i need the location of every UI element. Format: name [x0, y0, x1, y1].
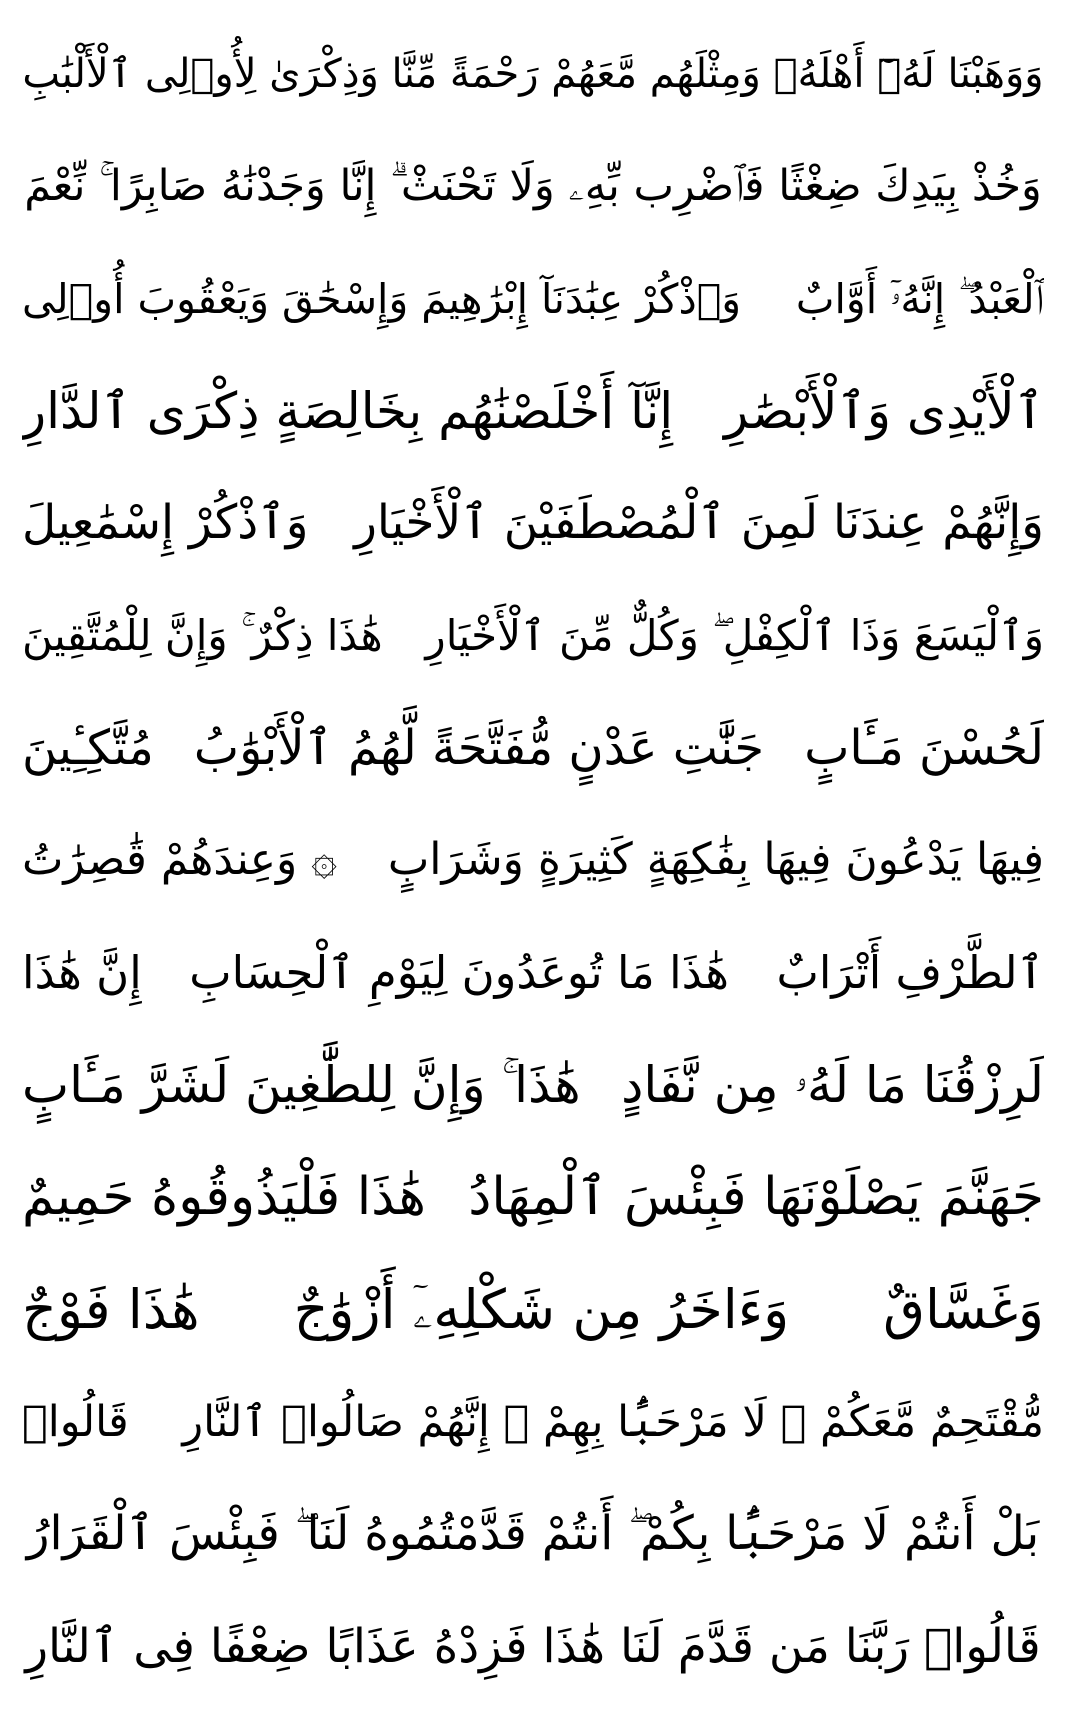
text-line-14 [22, 1488, 1044, 1580]
line-6-segment-2: هَٰذَا ذِكْرٌ ۚ وَإِنَّ لِلْمُتَّقِينَ [22, 610, 383, 660]
text-line-10 [22, 1039, 1044, 1131]
line-3-segment-1: ٱلْعَبْدُ ۖ إِنَّهُۥٓ أَوَّابٌ [795, 274, 1044, 323]
line-3-segment-2: وَٱذْكُرْ عِبَٰدَنَآ إِبْرَٰهِيمَ وَإِسْحَٰقَ وَيَعْقُوبَ أُو۟لِى [22, 274, 742, 323]
text-line-6 [22, 590, 1044, 682]
text-line-12 [22, 1264, 1044, 1356]
text-line-1 [22, 28, 1044, 120]
line-11-segment-2: هَٰذَا فَلْيَذُوقُوهُ حَمِيمٌ [22, 1167, 426, 1228]
text-line-15 [22, 1601, 1044, 1693]
line-7-segment-3: مُتَّكِـِٔينَ [22, 720, 154, 777]
line-10-segment-2: هَٰذَا ۚ وَإِنَّ لِلطَّٰغِينَ لَشَرَّ مَـَٔابٍ [22, 1056, 581, 1115]
text-line-8 [22, 814, 1044, 906]
line-12-segment-2: وَءَاخَرُ مِن شَكْلِهِۦٓ أَزْوَٰجٌ [293, 1277, 790, 1341]
line-2-segment-1: وَخُذْ بِيَدِكَ ضِغْثًا فَٱضْرِب بِّهِۦ وَلَا تَحْنَثْ ۗ إِنَّا وَجَدْنَٰهُ صَابِرًا ۚ نِّعْمَ [24, 161, 1042, 212]
line-9-segment-1: ٱلطَّرْفِ أَتْرَابٌ [776, 945, 1044, 999]
line-10-segment-1: لَرِزْقُنَا مَا لَهُۥ مِن نَّفَادٍ [621, 1056, 1044, 1115]
line-13-segment-1: مُّقْتَحِمٌ مَّعَكُمْ ۖ لَا مَرْحَبًۢا بِهِمْ ۚ إِنَّهُمْ صَالُوا۟ ٱلنَّارِ [182, 1397, 1044, 1448]
line-6-segment-1: وَٱلْيَسَعَ وَذَا ٱلْكِفْلِ ۖ وَكُلٌّ مِّنَ ٱلْأَخْيَارِ [425, 610, 1044, 660]
line-4-segment-1: ٱلْأَيْدِى وَٱلْأَبْصَٰرِ [724, 382, 1044, 441]
line-5-segment-2: وَٱذْكُرْ إِسْمَٰعِيلَ [22, 495, 309, 551]
line-12-segment-1: وَغَسَّاقٌ [883, 1277, 1044, 1341]
line-7-segment-2: جَنَّٰتِ عَدْنٍ مُّفَتَّحَةً لَّهُمُ ٱلْأَبْوَٰبُ [193, 720, 765, 777]
text-line-2 [22, 140, 1044, 232]
line-11-segment-1: جَهَنَّمَ يَصْلَوْنَهَا فَبِئْسَ ٱلْمِهَادُ [468, 1167, 1044, 1228]
text-line-4 [22, 365, 1044, 457]
line-7-segment-1: لَحُسْنَ مَـَٔابٍ [804, 720, 1044, 777]
line-13-segment-2: قَالُوا۟ [22, 1397, 129, 1448]
text-line-7 [22, 702, 1044, 794]
text-line-11 [22, 1151, 1044, 1243]
line-8-segment-2: ۞ وَعِندَهُمْ قَٰصِرَٰتُ [22, 834, 338, 886]
text-line-13 [22, 1376, 1044, 1468]
line-12-segment-3: هَٰذَا فَوْجٌ [22, 1277, 200, 1341]
line-4-segment-2: إِنَّآ أَخْلَصْنَٰهُم بِخَالِصَةٍ ذِكْرَى ٱلدَّارِ [22, 382, 674, 441]
line-1-segment-1: وَوَهَبْنَا لَهُۥٓ أَهْلَهُۥ وَمِثْلَهُم مَّعَهُمْ رَحْمَةً مِّنَّا وَذِكْرَىٰ لِأُو۟لِى ٱلْأَلْبَٰبِ [22, 51, 1044, 97]
text-line-9 [22, 927, 1044, 1019]
verse-lines [22, 28, 1044, 1693]
line-15-segment-1: قَالُوا۟ رَبَّنَا مَن قَدَّمَ لَنَا هَٰذَا فَزِدْهُ عَذَابًا ضِعْفًا فِى ٱلنَّارِ [25, 1618, 1041, 1674]
line-5-segment-1: وَإِنَّهُمْ عِندَنَا لَمِنَ ٱلْمُصْطَفَيْنَ ٱلْأَخْيَارِ [354, 495, 1044, 551]
line-9-segment-2: هَٰذَا مَا تُوعَدُونَ لِيَوْمِ ٱلْحِسَابِ [189, 945, 729, 999]
line-14-segment-1: بَلْ أَنتُمْ لَا مَرْحَبًۢا بِكُمْ ۖ أَنتُمْ قَدَّمْتُمُوهُ لَنَا ۖ فَبِئْسَ ٱلْقَرَارُ [26, 1506, 1040, 1562]
text-line-3 [22, 253, 1044, 345]
line-9-segment-3: إِنَّ هَٰذَا [22, 945, 142, 999]
line-8-segment-1: فِيهَا يَدْعُونَ فِيهَا بِفَٰكِهَةٍ كَثِيرَةٍ وَشَرَابٍ [387, 834, 1044, 886]
text-line-5 [22, 477, 1044, 569]
